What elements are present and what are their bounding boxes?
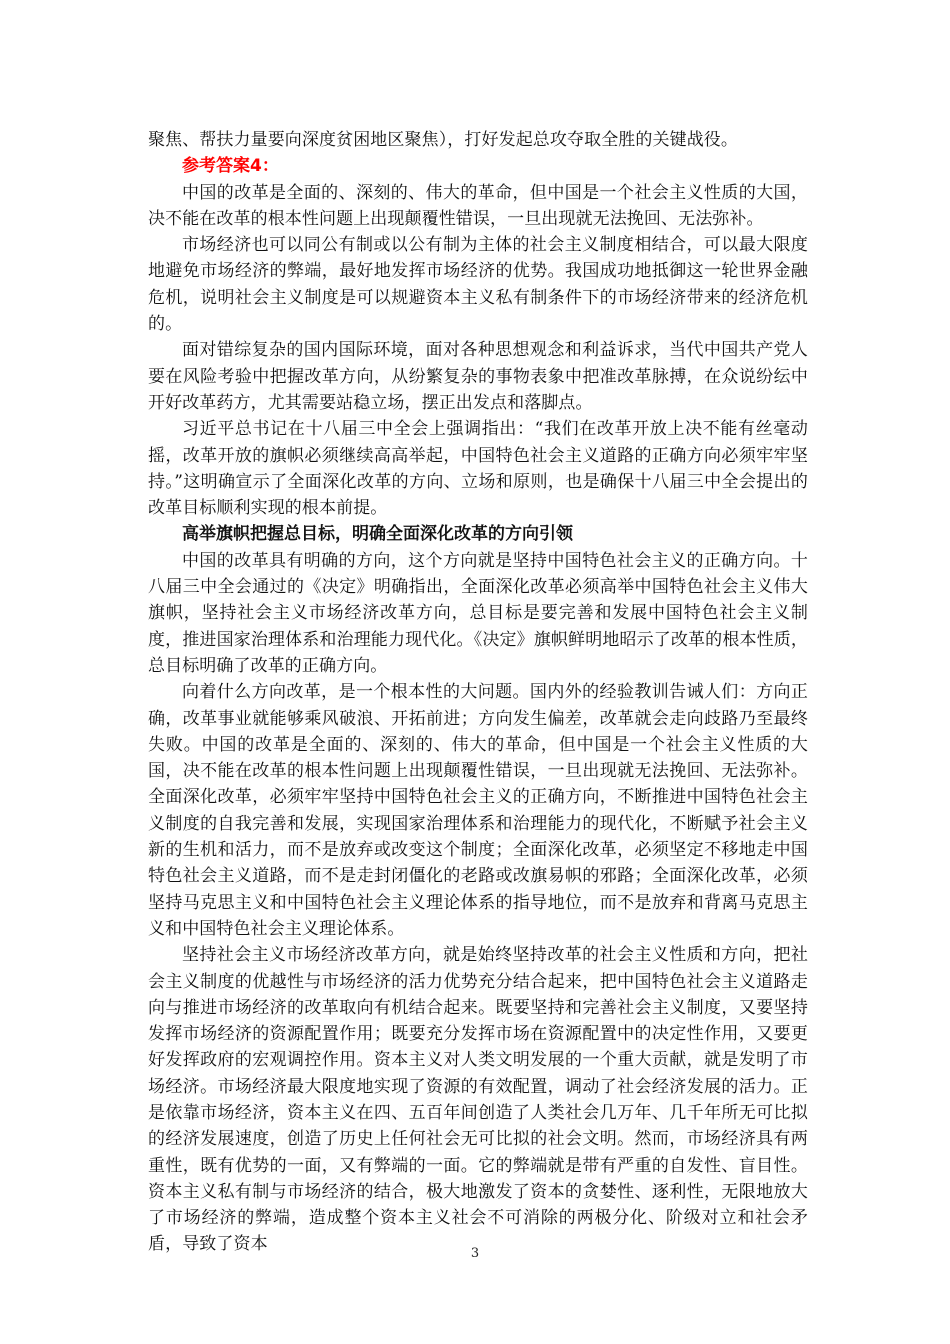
- paragraph: 习近平总书记在十八届三中全会上强调指出：“我们在改革开放上决不能有丝毫动摇，改革开放的旗帜必须继续高高举起，中国特色社会主义道路的正确方向必须牢牢坚持。”这明确宣示了全面深化改革的方向、立场和原则，也是确保十八届三中全会提出的改革目标顺利实现的根本前提。: [148, 419, 808, 519]
- page-number: 3: [470, 1246, 480, 1261]
- paragraph: 坚持社会主义市场经济改革方向，就是始终坚持改革的社会主义性质和方向，把社会主义制度的优越性与市场经济的活力优势充分结合起来，把中国特色社会主义道路走向与推进市场经济的改革取向有机结合起来。既要坚持和完善社会主义制度，又要坚持发挥市场经济的资源配置作用；既要充分发挥市场在资源配置中的决定性作用，又要更好发挥政府的宏观调控作用。资本主义对人类文明发展的一个重大贡献，就是发明了市场经济。市场经济最大限度地实现了资源的有效配置，调动了社会经济发展的活力。正是依靠市场经济，资本主义在四、五百年间创造了人类社会几万年、几千年所无可比拟的经济发展速度，创造了历史上任何社会无可比拟的社会文明。然而，市场经济具有两重性，既有优势的一面，又有弊端的一面。它的弊端就是带有严重的自发性、盲目性。资本主义私有制与市场经济的结合，极大地激发了资本的贪婪性、逐利性，无限地放大了市场经济的弊端，造成整个资本主义社会不可消除的两极分化、阶级对立和社会矛盾，导致了资本: [148, 945, 808, 1255]
- paragraph: 面对错综复杂的国内国际环境，面对各种思想观念和利益诉求，当代中国共产党人要在风险考验中把握改革方向，从纷繁复杂的事物表象中把准改革脉搏，在众说纷纭中开好改革药方，尤其需要站稳立场，摆正出发点和落脚点。: [148, 340, 808, 413]
- paragraph: 市场经济也可以同公有制或以公有制为主体的社会主义制度相结合，可以最大限度地避免市场经济的弊端，最好地发挥市场经济的优势。我国成功地抵御这一轮世界金融危机，说明社会主义制度是可以规避资本主义私有制条件下的市场经济带来的经济危机的。: [148, 235, 808, 335]
- section-heading: 高举旗帜把握总目标，明确全面深化改革的方向引领: [182, 524, 573, 545]
- paragraph: 中国的改革具有明确的方向，这个方向就是坚持中国特色社会主义的正确方向。十八届三中全会通过的《决定》明确指出，全面深化改革必须高举中国特色社会主义伟大旗帜，坚持社会主义市场经济改革方向，总目标是要完善和发展中国特色社会主义制度，推进国家治理体系和治理能力现代化。《决定》旗帜鲜明地昭示了改革的根本性质，总目标明确了改革的正确方向。: [148, 550, 808, 676]
- answer-heading: 参考答案4：: [182, 156, 279, 177]
- paragraph: 中国的改革是全面的、深刻的、伟大的革命，但中国是一个社会主义性质的大国，决不能在改革的根本性问题上出现颠覆性错误，一旦出现就无法挽回、无法弥补。: [148, 182, 808, 229]
- paragraph-continuation: 聚焦、帮扶力量要向深度贫困地区聚焦），打好发起总攻夺取全胜的关键战役。: [148, 130, 738, 150]
- document-body: [148, 127, 808, 1258]
- paragraph: 向着什么方向改革，是一个根本性的大问题。国内外的经验教训告诫人们：方向正确，改革事业就能够乘风破浪、开拓前进；方向发生偏差，改革就会走向歧路乃至最终失败。中国的改革是全面的、深刻的、伟大的革命，但中国是一个社会主义性质的大国，决不能在改革的根本性问题上出现颠覆性错误，一旦出现就无法挽回、无法弥补。全面深化改革，必须牢牢坚持中国特色社会主义的正确方向，不断推进中国特色社会主义制度的自我完善和发展，实现国家治理体系和治理能力的现代化，不断赋予社会主义新的生机和活力，而不是放弃或改变这个制度；全面深化改革，必须坚定不移地走中国特色社会主义道路，而不是走封闭僵化的老路或改旗易帜的邪路；全面深化改革，必须坚持马克思主义和中国特色社会主义理论体系的指导地位，而不是放弃和背离马克思主义和中国特色社会主义理论体系。: [148, 682, 808, 939]
